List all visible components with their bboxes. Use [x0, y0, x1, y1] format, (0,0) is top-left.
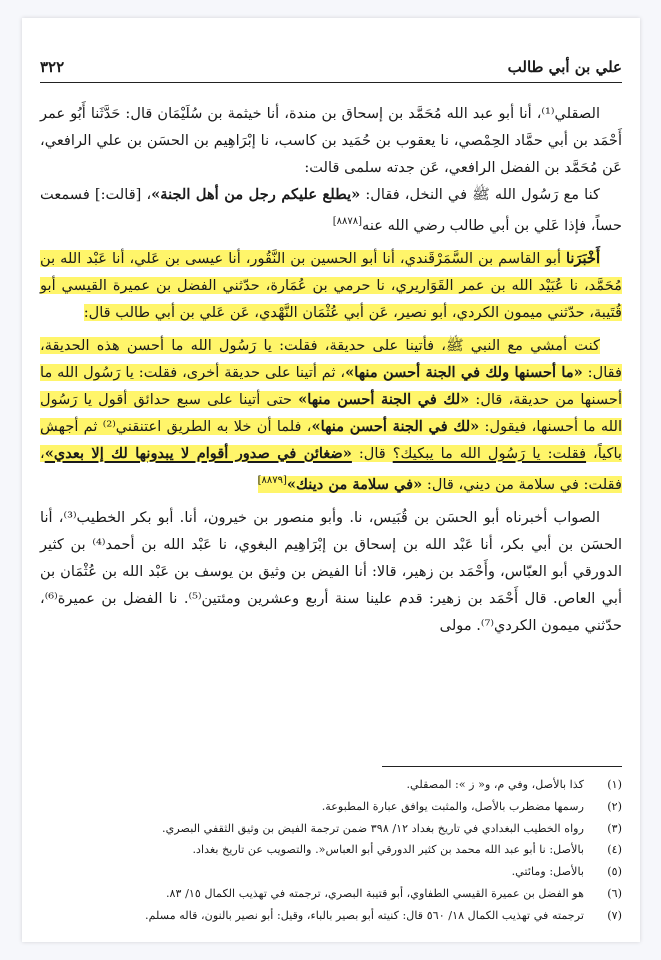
prophet-quote: «ما أحسنها ولك في الجنة أحسن منها» [345, 363, 583, 381]
prophet-quote: «يطلع عليكم رجل من أهل الجنة» [151, 186, 361, 203]
hadith-number: [٨٨٧٩] [257, 474, 287, 486]
book-page [22, 18, 640, 942]
main-text [40, 100, 622, 639]
paragraph-isnad-1: الصقلي⁽¹⁾، أنا أبو عبد الله مُحَمَّد بن إسحاق بن مندة، أنا خيثمة بن سُلَيْمَان قال: حَدَّثَنا أَبُو عمر أَحْمَد بن أبي حمَّاد الحِمْصي، نا يعقوب بن حُمَيد بن كاسب، نا إبْرَاهِيم بن الحسَن بن علي الرافعي، عَن مُحَمَّد بن الفضل الرافعي، عَن جدته سلمى قالت: [40, 105, 622, 176]
book-title: علي بن أبي طالب [507, 58, 622, 76]
page-header [40, 52, 622, 83]
prophet-quote: «لك في الجنة أحسن منها» [311, 417, 480, 435]
paragraph-hadith-2: كنت أمشي مع النبي ﷺ، فأتينا على حديقة، فقلت: يا رَسُول الله ما أحسن هذه الحديقة، فقال: «ما أحسنها ولك في الجنة أحسن منها»، ثم أتينا على حديقة أخرى، فقلت: يا رَسُول الله ما أحسنها من حديقة، قال: «لك في الجنة أحسن منها» حتى أتينا على سبع حدائق أقول يا رَسُول الله ما أحسنها، فيقول: «لك في الجنة أحسن منها»، فلما أن خلا به الطريق اعتنقني⁽²⁾ ثم أجهش باكياً، فقلت: يا رَسُول الله ما يبكيك؟ قال: «ضغائن في صدور أقوام لا يبدونها لك إلا بعدي»، فقلت: في سلامة من ديني، قال: «في سلامة من دينك»[٨٨٧٩] [40, 336, 623, 493]
prophet-quote: «لك في الجنة أحسن منها» [298, 390, 470, 408]
footnote-item: (٤) بالأصل: نا أبو عبد الله محمد بن كثير الدورقي أبو العباس«. والتصويب عن تاريخ بغداد. [192, 843, 622, 857]
paragraph-hadith-1: كنا مع رَسُول الله ﷺ في النخل، فقال: «يطلع عليكم رجل من أهل الجنة»، [قالت:] فسمعت حساً، فإذا عَلي بن أبي طالب رضي الله عنه[٨٨٧٨] [40, 186, 622, 234]
footnote-item: (٦) هو الفضل بن عميرة القيسي الطفاوي، أبو قتيبة البصري، ترجمته في تهذيب الكمال ١٥/ ٨٣. [165, 886, 622, 900]
paragraph-isnad-2: أَخْبَرَنا أبو القاسم بن السَّمَرْقَندي، أنا أبو الحسين بن النَّقُور، أنا عيسى بن عَلي، أنا عَبْد الله بن مُحَمَّد، نا عُبَيْد الله بن عمر القَوَاريري، نا حرمي بن عُمَارة، حدّثني الفضل بن عميرة القيسي أبو قُتَيبة، حدّثني ميمون الكردي، أبو نصير، عَن أبي عُثْمَان النَّهْدي، عَن عَلي بن أبي طالب قال: [40, 249, 622, 321]
footnotes [40, 774, 622, 927]
underlined-question: فقلت: يا رَسُول الله ما يبكيك؟ [392, 444, 587, 462]
footnote-item: (٧) ترجمته في تهذيب الكمال ١٨/ ٥٦٠ قال: كنيته أبو بصير بالباء، وقيل: أبو نصير بالنون، قاله مسلم. [145, 908, 622, 922]
footnote-divider [382, 766, 622, 767]
paragraph-correction: الصواب أخبرناه أبو الحسَن بن قُبَيس، نا. وأبو منصور بن خيرون، أنا. أبو بكر الخطيب⁽³⁾، أنا الحسَن بن أبي بكر، أنا عَبْد الله بن إسحاق بن إبْرَاهِيم البغوي، نا عَبْد الله بن أحمد⁽⁴⁾ بن كثير الدورقي أبو العبّاس، وأَحْمَد بن زهير، قالا: أنا الفيض بن وثيق بن يوسف بن عَبْد الله بن عُثْمَان بن أبي العاص. قال أَحْمَد بن زهير: قدم علينا سنة أربع وعشرين ومئتين⁽⁵⁾. نا الفضل بن عميرة⁽⁶⁾، حدّثني ميمون الكردي⁽⁷⁾. مولى [40, 508, 623, 634]
page-number: ٣٢٢ [40, 58, 65, 76]
prophet-quote: «في سلامة من دينك» [286, 475, 423, 493]
footnote-item: (٣) رواه الخطيب البغدادي في تاريخ بغداد ١٢/ ٣٩٨ ضمن ترجمة الفيض بن وثيق الثقفي البصري. [162, 821, 622, 835]
footnote-item: (٥) بالأصل: ومائتي. [511, 865, 622, 879]
underlined-prophet-quote: «ضغائن في صدور أقوام لا يبدونها لك إلا بعدي» [44, 444, 352, 462]
akhbarana-label: أَخْبَرَنا [565, 249, 601, 267]
hadith-number: [٨٨٧٨] [332, 216, 363, 227]
footnote-item: (١) كذا بالأصل، وفي م، و« ز »: المصقلي. [406, 778, 622, 791]
footnote-item: (٢) رسمها مضطرب بالأصل، والمثبت يوافق عبارة المطبوعة. [321, 799, 622, 813]
